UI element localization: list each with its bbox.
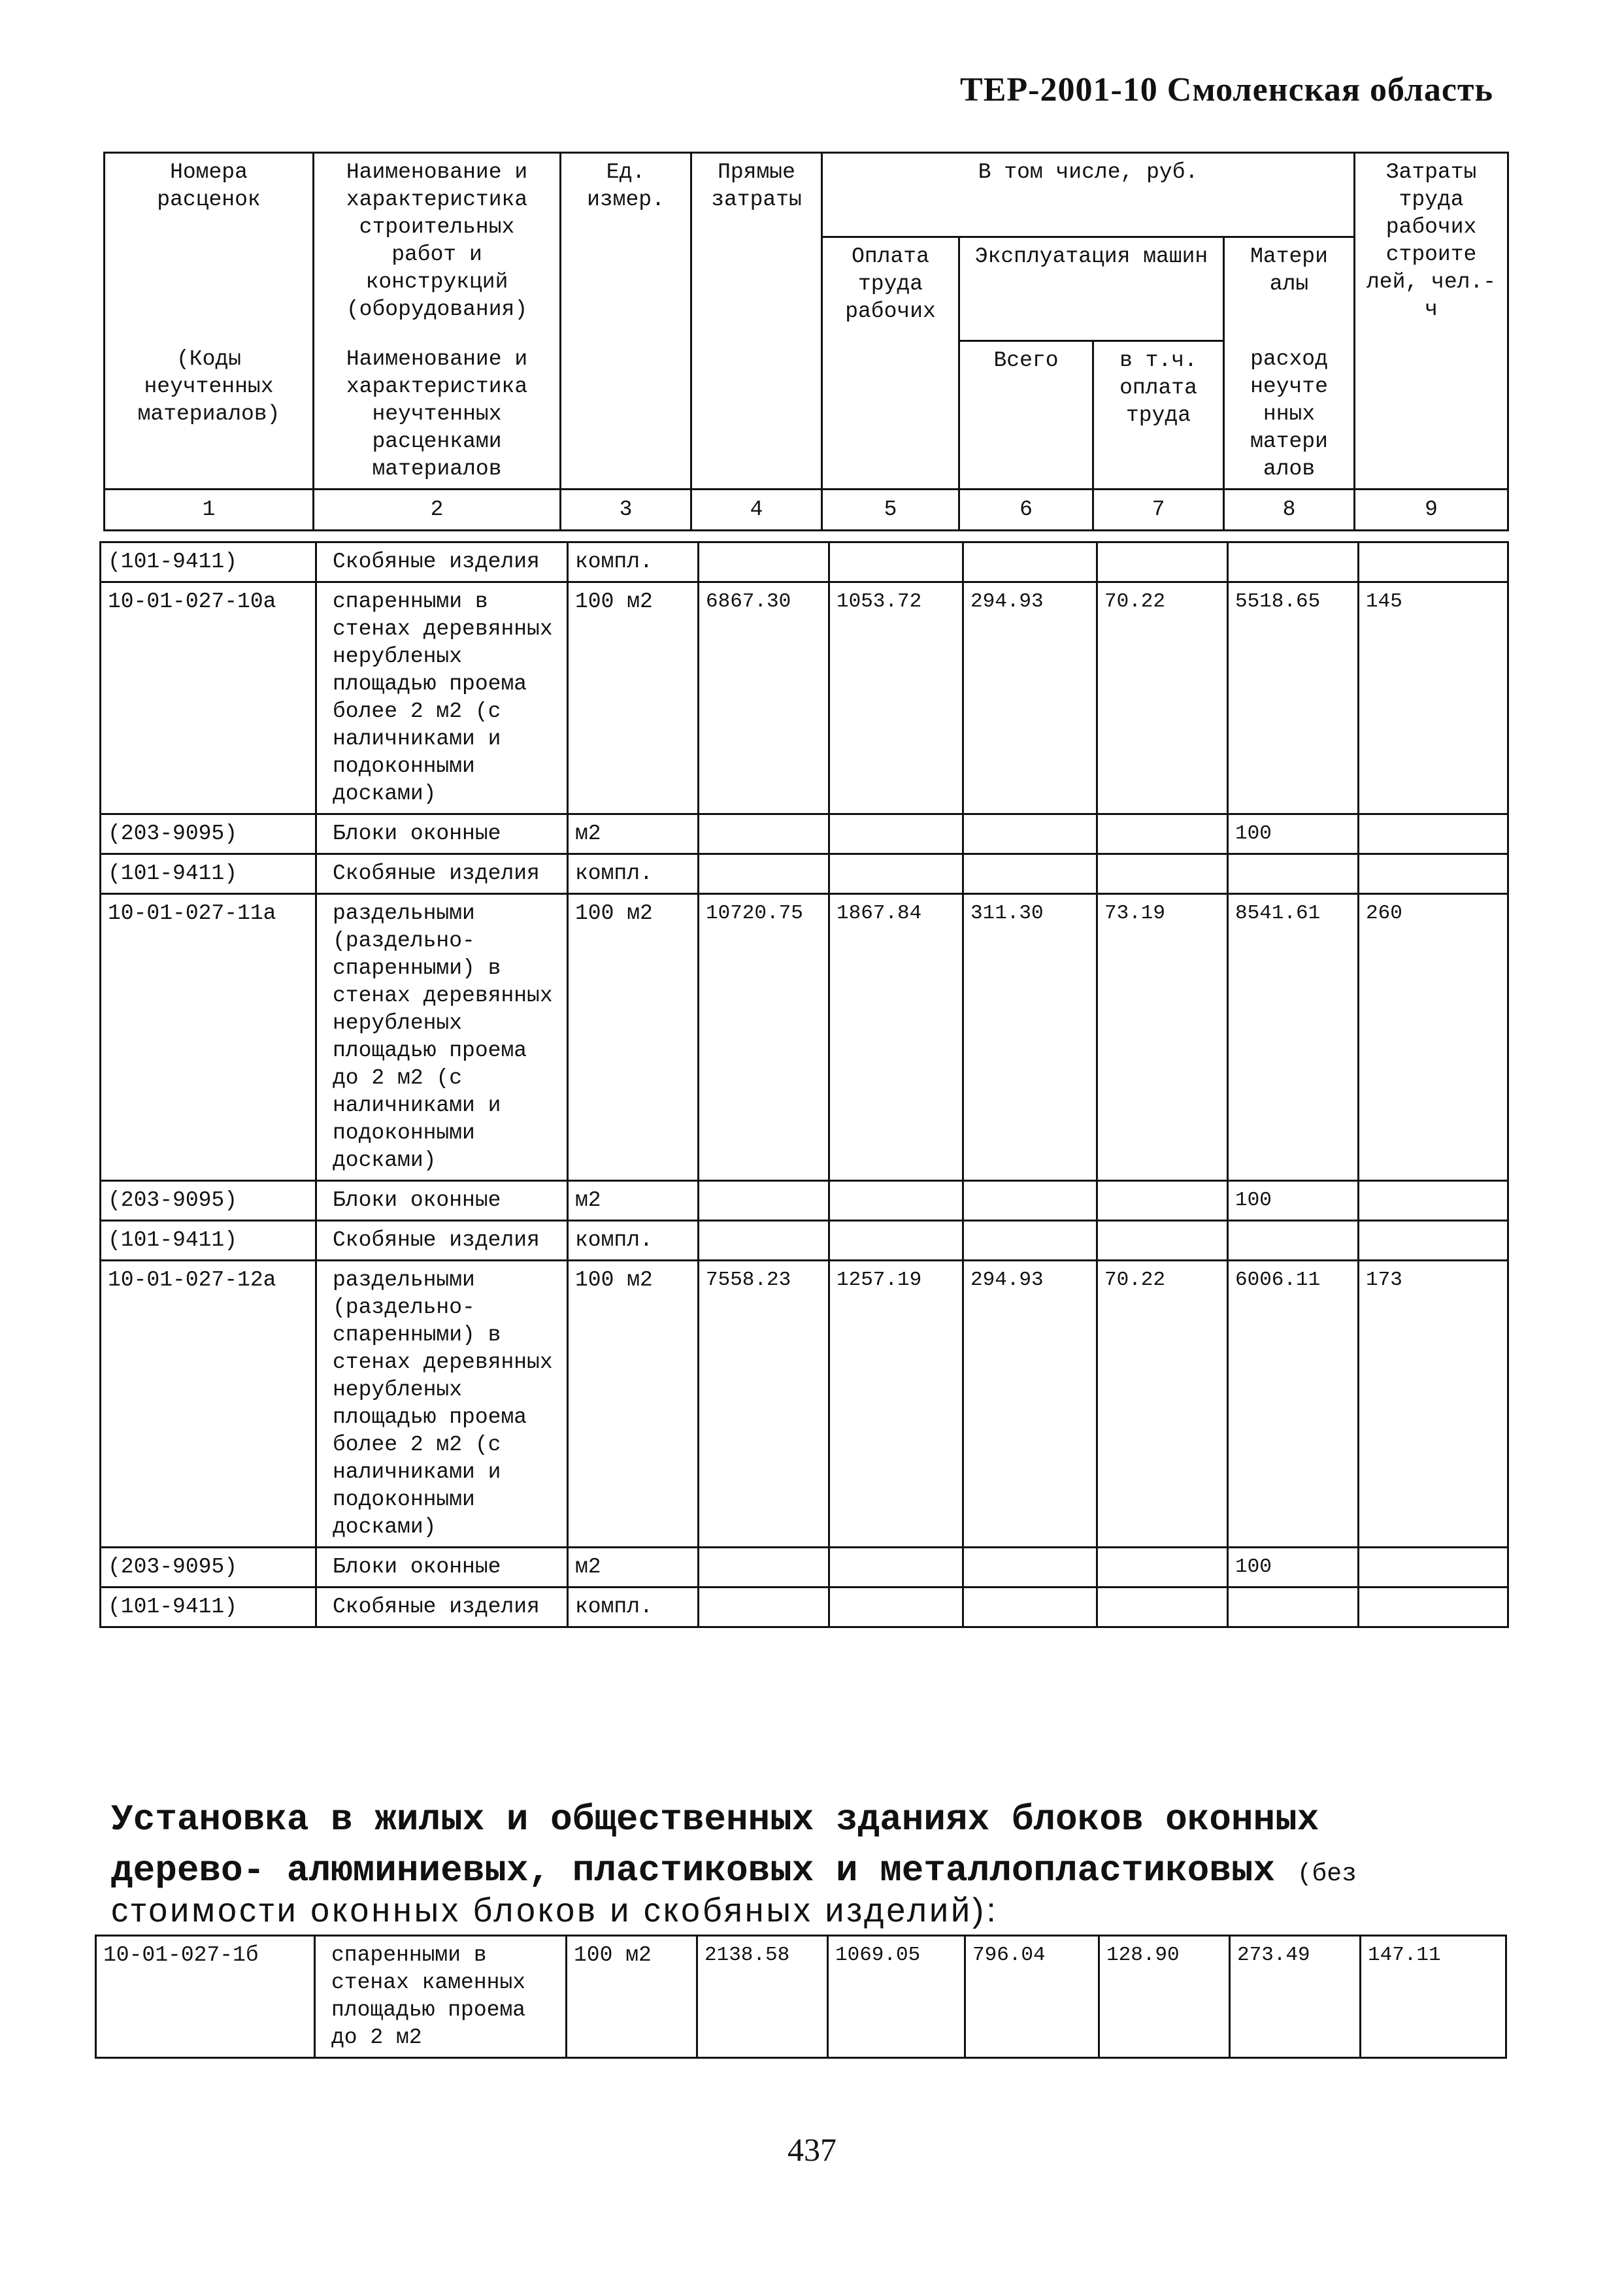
cell-hours xyxy=(1359,814,1508,854)
cell-labor xyxy=(829,1548,963,1588)
table-row xyxy=(101,542,1508,582)
col-header-materials: Матери алы xyxy=(1224,237,1355,341)
cell-labor xyxy=(829,1221,963,1261)
cell-materials: 8541.61 xyxy=(1228,894,1359,1181)
table-row xyxy=(96,1936,1506,2058)
cell-mach-labor xyxy=(1097,1548,1228,1588)
cell-materials: 6006.11 xyxy=(1228,1261,1359,1548)
cell-hours xyxy=(1359,1181,1508,1221)
cell-name: раздельными (раздельно-спаренными) в стенах деревянных нерубленых площадью проема более 2 м2 (с наличниками и подоконными досками) xyxy=(316,1261,568,1548)
cell-labor: 1257.19 xyxy=(829,1261,963,1548)
col-number: 2 xyxy=(314,490,561,531)
table-row xyxy=(101,1261,1508,1548)
cell-mach xyxy=(963,542,1097,582)
cell-mach-labor xyxy=(1097,1221,1228,1261)
cell-direct: 2138.58 xyxy=(697,1936,828,2058)
cell-hours: 145 xyxy=(1359,582,1508,814)
col-header-unit: Ед. измер. xyxy=(561,153,691,490)
cell-mach-labor xyxy=(1097,542,1228,582)
col-number: 1 xyxy=(105,490,314,531)
cell-mach xyxy=(963,1181,1097,1221)
col-number: 3 xyxy=(561,490,691,531)
col-number: 4 xyxy=(691,490,822,531)
cell-unit: 100 м2 xyxy=(568,582,699,814)
col-number: 8 xyxy=(1224,490,1355,531)
cell-labor xyxy=(829,854,963,894)
cell-labor xyxy=(829,1588,963,1627)
cell-mach-labor: 73.19 xyxy=(1097,894,1228,1181)
cell-unit: компл. xyxy=(568,1588,699,1627)
cell-hours xyxy=(1359,1588,1508,1627)
cell-hours xyxy=(1359,542,1508,582)
cell-mach xyxy=(963,854,1097,894)
cell-mach-labor: 128.90 xyxy=(1099,1936,1230,2058)
col-number: 9 xyxy=(1355,490,1508,531)
cell-name: Скобяные изделия xyxy=(316,542,568,582)
cell-mach xyxy=(963,1548,1097,1588)
cell-direct: 7558.23 xyxy=(699,1261,829,1548)
page-title: ТЕР-2001-10 Смоленская область xyxy=(960,71,1493,108)
cell-code: (101-9411) xyxy=(101,1588,316,1627)
cell-hours xyxy=(1359,1221,1508,1261)
table-row xyxy=(101,854,1508,894)
cell-mach: 796.04 xyxy=(965,1936,1099,2058)
cell-mach-labor xyxy=(1097,1181,1228,1221)
cell-name: Скобяные изделия xyxy=(316,1588,568,1627)
table-row xyxy=(101,1548,1508,1588)
cell-direct xyxy=(699,542,829,582)
cell-mach xyxy=(963,1221,1097,1261)
cell-materials xyxy=(1228,1588,1359,1627)
cell-name: спаренными в стенах каменных площадью проема до 2 м2 xyxy=(315,1936,567,2058)
cell-code: 10-01-027-1б xyxy=(96,1936,315,2058)
table-row xyxy=(101,1588,1508,1627)
cell-mach xyxy=(963,814,1097,854)
cell-hours: 147.11 xyxy=(1361,1936,1506,2058)
cell-materials xyxy=(1228,854,1359,894)
cell-mach-labor: 70.22 xyxy=(1097,1261,1228,1548)
cell-mach: 294.93 xyxy=(963,582,1097,814)
col-number: 7 xyxy=(1093,490,1224,531)
cell-unit: м2 xyxy=(568,1181,699,1221)
cell-labor xyxy=(829,542,963,582)
cell-materials: 100 xyxy=(1228,1548,1359,1588)
cell-labor: 1069.05 xyxy=(828,1936,965,2058)
cell-hours: 173 xyxy=(1359,1261,1508,1548)
col-header-machines-labor: в т.ч. оплата труда xyxy=(1093,341,1224,490)
section-heading-text: Установка в жилых и общественных зданиях блоков оконных дерево- алюминиевых, пластиковых и металлопластиковых xyxy=(111,1799,1319,1891)
cell-labor: 1053.72 xyxy=(829,582,963,814)
col-header-machines: Эксплуатация машин xyxy=(959,237,1224,341)
cell-name: Блоки оконные xyxy=(316,814,568,854)
table-row xyxy=(101,582,1508,814)
cell-name: Скобяные изделия xyxy=(316,854,568,894)
cell-hours xyxy=(1359,854,1508,894)
cell-code: 10-01-027-10а xyxy=(101,582,316,814)
section-subheading: стоимости оконных блоков и скобяных изделий): xyxy=(111,1891,999,1929)
section-heading xyxy=(111,1794,1490,1900)
cell-code: (101-9411) xyxy=(101,1221,316,1261)
cell-materials xyxy=(1228,542,1359,582)
cell-name: раздельными (раздельно-спаренными) в стенах деревянных нерубленых площадью проема до 2 м2 (с наличниками и подоконными досками) xyxy=(316,894,568,1181)
cell-materials: 100 xyxy=(1228,1181,1359,1221)
cell-code: (203-9095) xyxy=(101,814,316,854)
cell-direct xyxy=(699,1548,829,1588)
cell-unit: компл. xyxy=(568,542,699,582)
col-header-codes: Номера расценок xyxy=(105,153,314,341)
col-header-group: В том числе, руб. xyxy=(822,153,1355,237)
cell-direct: 6867.30 xyxy=(699,582,829,814)
cell-materials: 273.49 xyxy=(1230,1936,1361,2058)
cell-code: (101-9411) xyxy=(101,542,316,582)
cell-code: (101-9411) xyxy=(101,854,316,894)
cell-direct xyxy=(699,1588,829,1627)
table-row xyxy=(101,814,1508,854)
cell-name: Блоки оконные xyxy=(316,1181,568,1221)
cell-unit: 100 м2 xyxy=(568,1261,699,1548)
col-header-codes-sub: (Коды неучтенных материалов) xyxy=(105,341,314,490)
cell-mach: 294.93 xyxy=(963,1261,1097,1548)
cell-name: спаренными в стенах деревянных нерубленых площадью проема более 2 м2 (с наличниками и подоконными досками) xyxy=(316,582,568,814)
cell-materials: 5518.65 xyxy=(1228,582,1359,814)
table-row xyxy=(101,1181,1508,1221)
cell-mach-labor xyxy=(1097,814,1228,854)
cell-labor xyxy=(829,814,963,854)
col-header-labor: Оплата труда рабочих xyxy=(822,237,959,490)
cell-labor: 1867.84 xyxy=(829,894,963,1181)
cell-unit: м2 xyxy=(568,814,699,854)
col-number: 5 xyxy=(822,490,959,531)
cell-code: (203-9095) xyxy=(101,1548,316,1588)
cell-mach: 311.30 xyxy=(963,894,1097,1181)
cell-hours xyxy=(1359,1548,1508,1588)
section-heading-note: (без xyxy=(1297,1860,1357,1888)
cell-name: Блоки оконные xyxy=(316,1548,568,1588)
cell-mach-labor: 70.22 xyxy=(1097,582,1228,814)
cell-unit: м2 xyxy=(568,1548,699,1588)
cell-unit: 100 м2 xyxy=(567,1936,697,2058)
cell-code: 10-01-027-12а xyxy=(101,1261,316,1548)
cell-direct xyxy=(699,854,829,894)
cell-direct xyxy=(699,1221,829,1261)
cell-name: Скобяные изделия xyxy=(316,1221,568,1261)
cell-unit: компл. xyxy=(568,1221,699,1261)
page-number: 437 xyxy=(787,2131,837,2168)
cell-mach xyxy=(963,1588,1097,1627)
table-row xyxy=(101,1221,1508,1261)
cell-mach-labor xyxy=(1097,854,1228,894)
rates-table xyxy=(99,541,1509,1628)
col-header-name-sub: Наименование и характеристика неучтенных расценками материалов xyxy=(314,341,561,490)
cell-direct: 10720.75 xyxy=(699,894,829,1181)
col-header-direct: Прямые затраты xyxy=(691,153,822,490)
rates-table-2 xyxy=(95,1935,1507,2059)
table-row xyxy=(101,894,1508,1181)
table-header xyxy=(103,152,1509,531)
col-header-name: Наименование и характеристика строительных работ и конструкций (оборудования) xyxy=(314,153,561,341)
cell-mach-labor xyxy=(1097,1588,1228,1627)
col-header-labor-hours: Затраты труда рабочих строите лей, чел.-ч xyxy=(1355,153,1508,490)
cell-direct xyxy=(699,814,829,854)
cell-materials xyxy=(1228,1221,1359,1261)
cell-materials: 100 xyxy=(1228,814,1359,854)
cell-hours: 260 xyxy=(1359,894,1508,1181)
cell-code: (203-9095) xyxy=(101,1181,316,1221)
cell-code: 10-01-027-11а xyxy=(101,894,316,1181)
cell-labor xyxy=(829,1181,963,1221)
col-header-machines-total: Всего xyxy=(959,341,1093,490)
col-number: 6 xyxy=(959,490,1093,531)
col-header-materials-sub: расход неучте нных матери алов xyxy=(1224,341,1355,490)
cell-unit: компл. xyxy=(568,854,699,894)
cell-unit: 100 м2 xyxy=(568,894,699,1181)
cell-direct xyxy=(699,1181,829,1221)
